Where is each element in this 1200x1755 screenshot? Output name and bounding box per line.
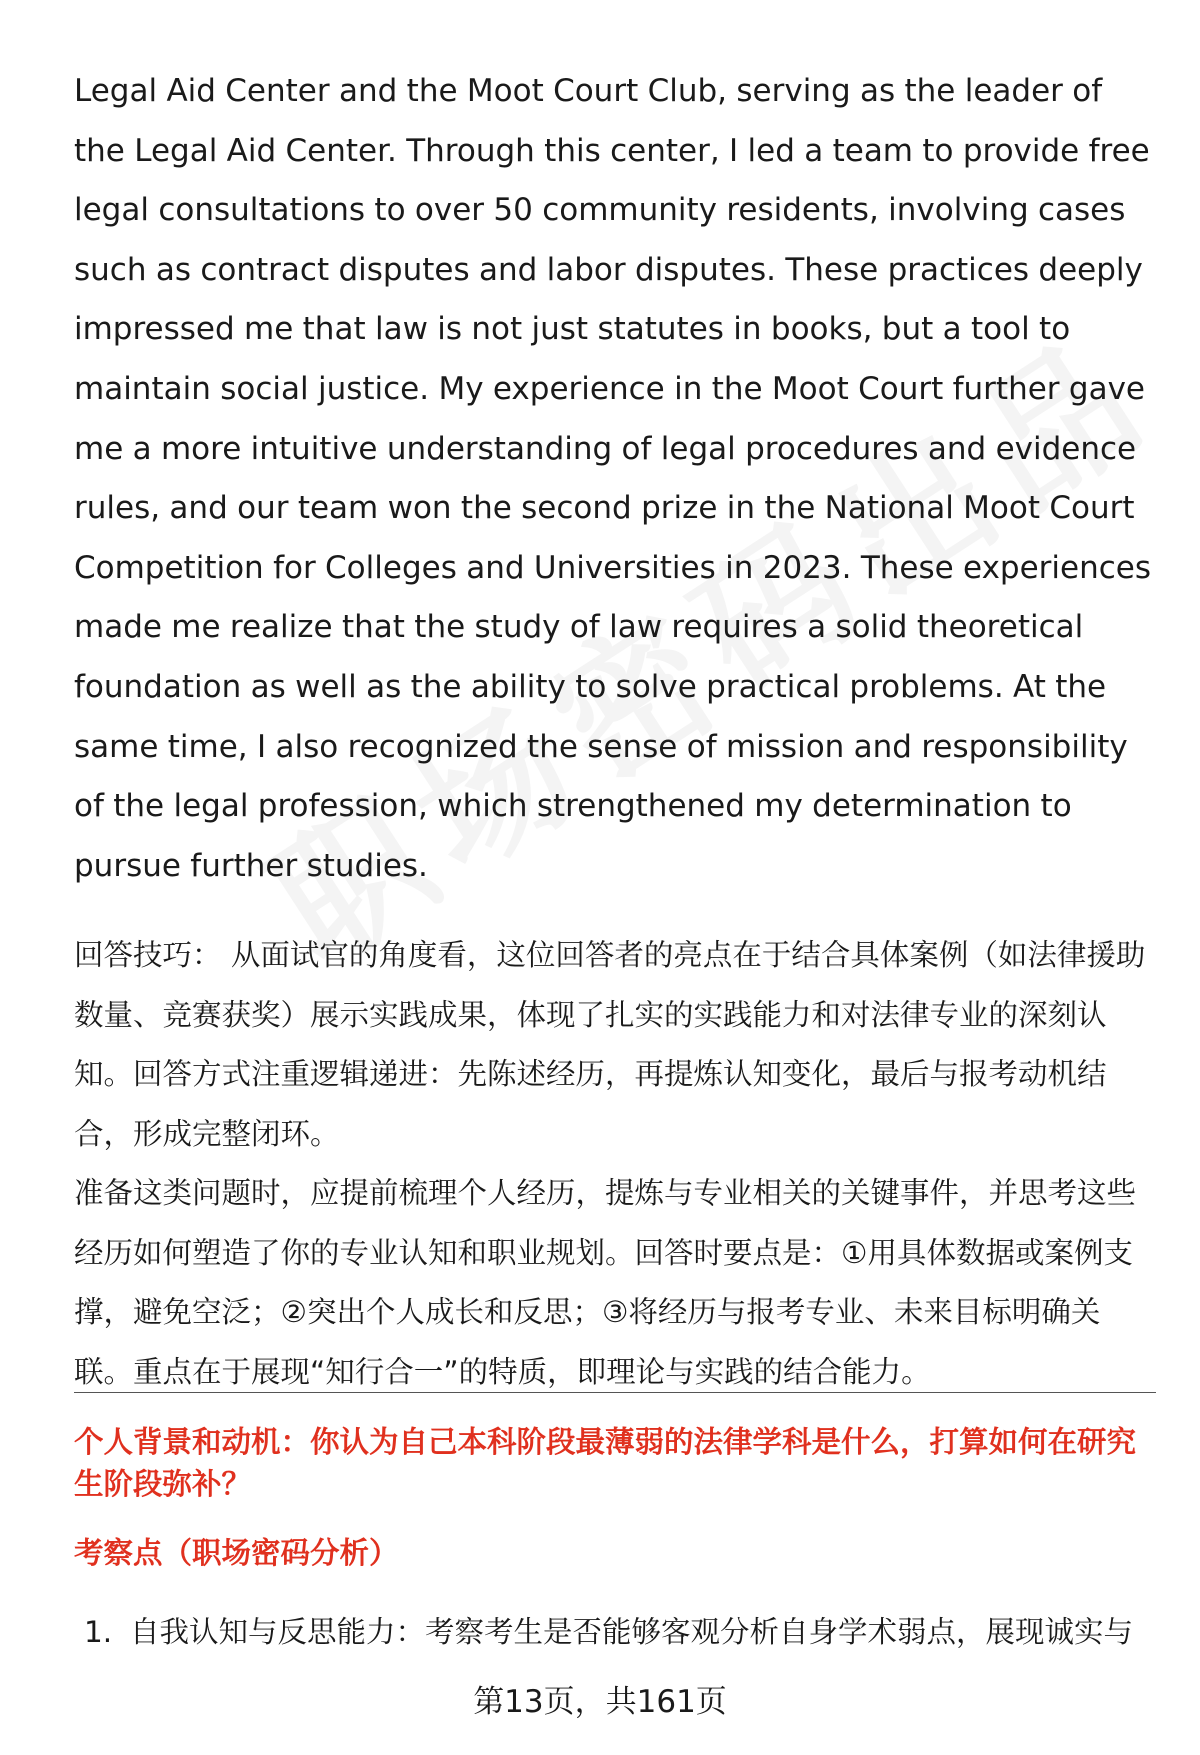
assessment-points-heading: 考察点（职场密码分析） — [74, 1536, 399, 1570]
body-content — [74, 62, 1154, 1402]
question-heading: 个人背景和动机：你认为自己本科阶段最薄弱的法律学科是什么，打算如何在研究生阶段弥补？ — [74, 1425, 1137, 1501]
answer-tip-paragraph: 回答技巧： 从面试官的角度看，这位回答者的亮点在于结合具体案例（如法律援助数量、竞赛获奖）展示实践成果，体现了扎实的实践能力和对法律专业的深刻认知。回答方式注重逻辑递进：先陈述经历，再提炼认知变化，最后与报考动机结合，形成完整闭环。 — [74, 938, 1146, 1151]
preparation-paragraph: 准备这类问题时，应提前梳理个人经历，提炼与专业相关的关键事件，并思考这些经历如何塑造了你的专业认知和职业规划。回答时要点是：①用具体数据或案例支撑，避免空泛；②突出个人成长和反思；③将经历与报考专业、未来目标明确关联。重点在于展现“知行合一”的特质，即理论与实践的结合能力。 — [74, 1176, 1137, 1389]
english-paragraph: Legal Aid Center and the Moot Court Club, serving as the leader of the Legal Aid Center. Through this center, I led a team to provide free legal consultations to over 50 community residents, involving cases such as contract disputes and labor disputes. These practices deeply impressed me that law is not just statutes in books, but a tool to maintain social justice. My experience in the Moot Court further gave me a more intuitive understanding of legal procedures and evidence rules, and our team won the second prize in the National Moot Court Competition for Colleges and Universities in 2023. These experiences made me realize that the study of law requires a solid theoretical foundation as well as the ability to solve practical problems. At the same time, I also recognized the sense of mission and responsibility of the legal profession, which strengthened my determination to pursue further studies. — [74, 73, 1152, 884]
page-number: 第13页，共161页 — [473, 1684, 727, 1720]
section-divider — [74, 1392, 1156, 1393]
list-item-number: 1. — [84, 1615, 113, 1649]
list-item — [84, 1610, 1164, 1654]
list-item-text: 自我认知与反思能力：考察考生是否能够客观分析自身学术弱点，展现诚实与 — [130, 1615, 1134, 1649]
